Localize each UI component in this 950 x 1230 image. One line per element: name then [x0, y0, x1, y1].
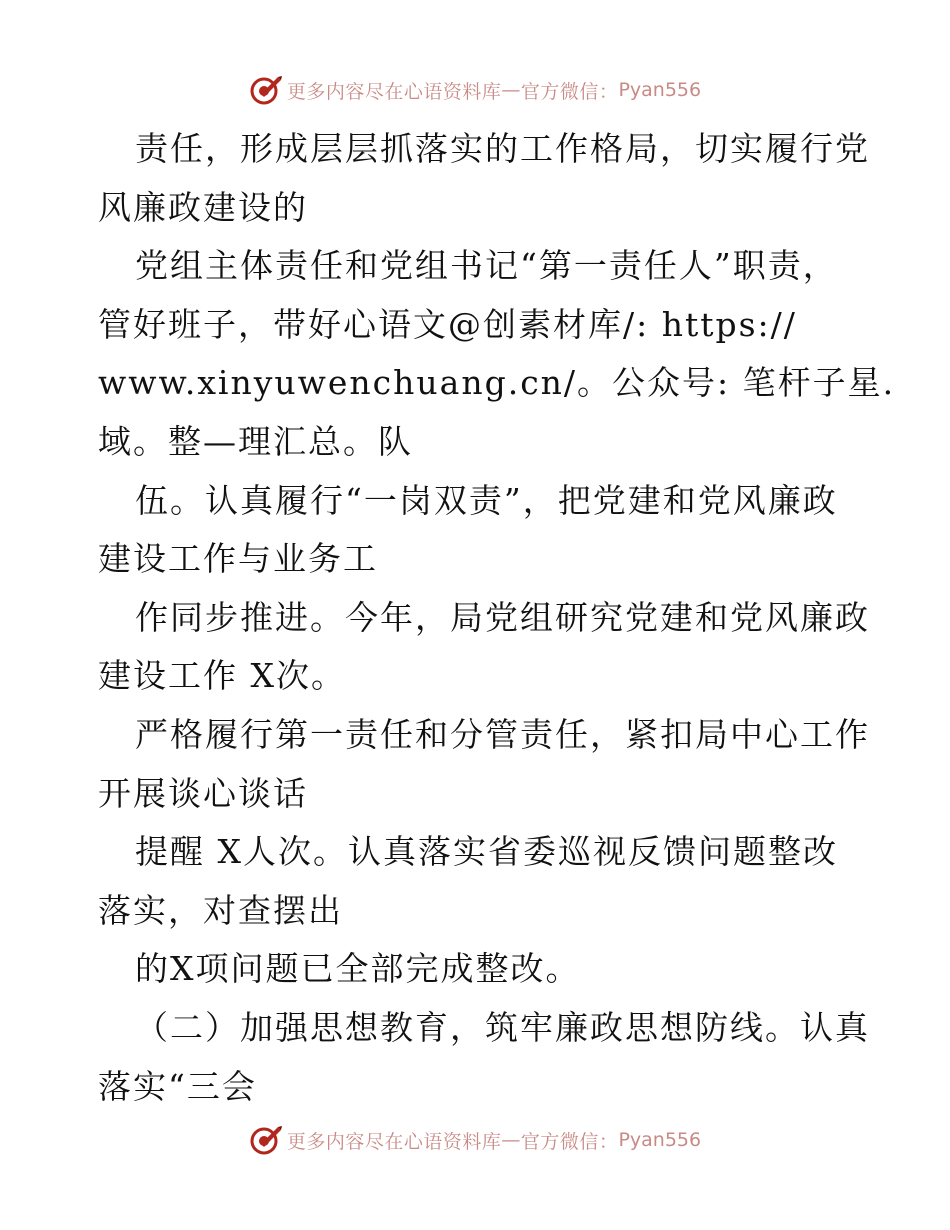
body-line: （二）加强思想教育，筑牢廉政思想防线。认真 — [135, 1007, 870, 1047]
body-line: 作同步推进。今年，局党组研究党建和党风廉政 — [135, 597, 870, 637]
body-line: 开展谈心谈话 — [98, 773, 308, 813]
banner-wechat-label: 官方微信： — [520, 1130, 619, 1153]
footer-banner — [0, 1120, 950, 1160]
document-body — [98, 120, 896, 1116]
body-line: 落实，对查摆出 — [98, 890, 343, 930]
body-line: 提醒 X人次。认真落实省委巡视反馈问题整改 — [135, 832, 838, 872]
body-line: 建设工作 X次。 — [98, 656, 346, 696]
banner-site-text: 更多内容尽在心语资料库 — [286, 80, 502, 103]
pen-logo-icon — [249, 73, 283, 107]
body-line: 域。整—理汇总。队 — [98, 421, 413, 461]
body-line: 严格履行第一责任和分管责任，紧扣局中心工作 — [135, 714, 870, 754]
body-line: 风廉政建设的 — [98, 187, 308, 227]
banner-dash: — — [501, 1129, 521, 1151]
body-line: www.xinyuwenchuang.cn/。公众号: 笔杆子星. — [98, 363, 896, 403]
body-line: 的X项问题已全部完成整改。 — [135, 949, 581, 989]
banner-wechat-label: 官方微信： — [520, 80, 619, 103]
banner-wechat-id: Pyan556 — [618, 1129, 702, 1151]
pen-logo-icon — [249, 1123, 283, 1157]
body-line: 伍。认真履行“一岗双责”，把党建和党风廉政 — [135, 480, 838, 520]
body-line: 责任，形成层层抓落实的工作格局，切实履行党 — [135, 129, 870, 168]
banner-site-text: 更多内容尽在心语资料库 — [286, 1130, 502, 1153]
header-banner — [0, 70, 950, 110]
banner-dash: — — [501, 79, 521, 101]
body-line: 管好班子，带好心语文@创素材库/: https:// — [98, 304, 797, 344]
body-line: 落实“三会 — [98, 1066, 257, 1106]
body-line: 建设工作与业务工 — [98, 539, 378, 579]
banner-wechat-id: Pyan556 — [618, 79, 702, 101]
body-line: 党组主体责任和党组书记“第一责任人”职责， — [135, 246, 838, 286]
